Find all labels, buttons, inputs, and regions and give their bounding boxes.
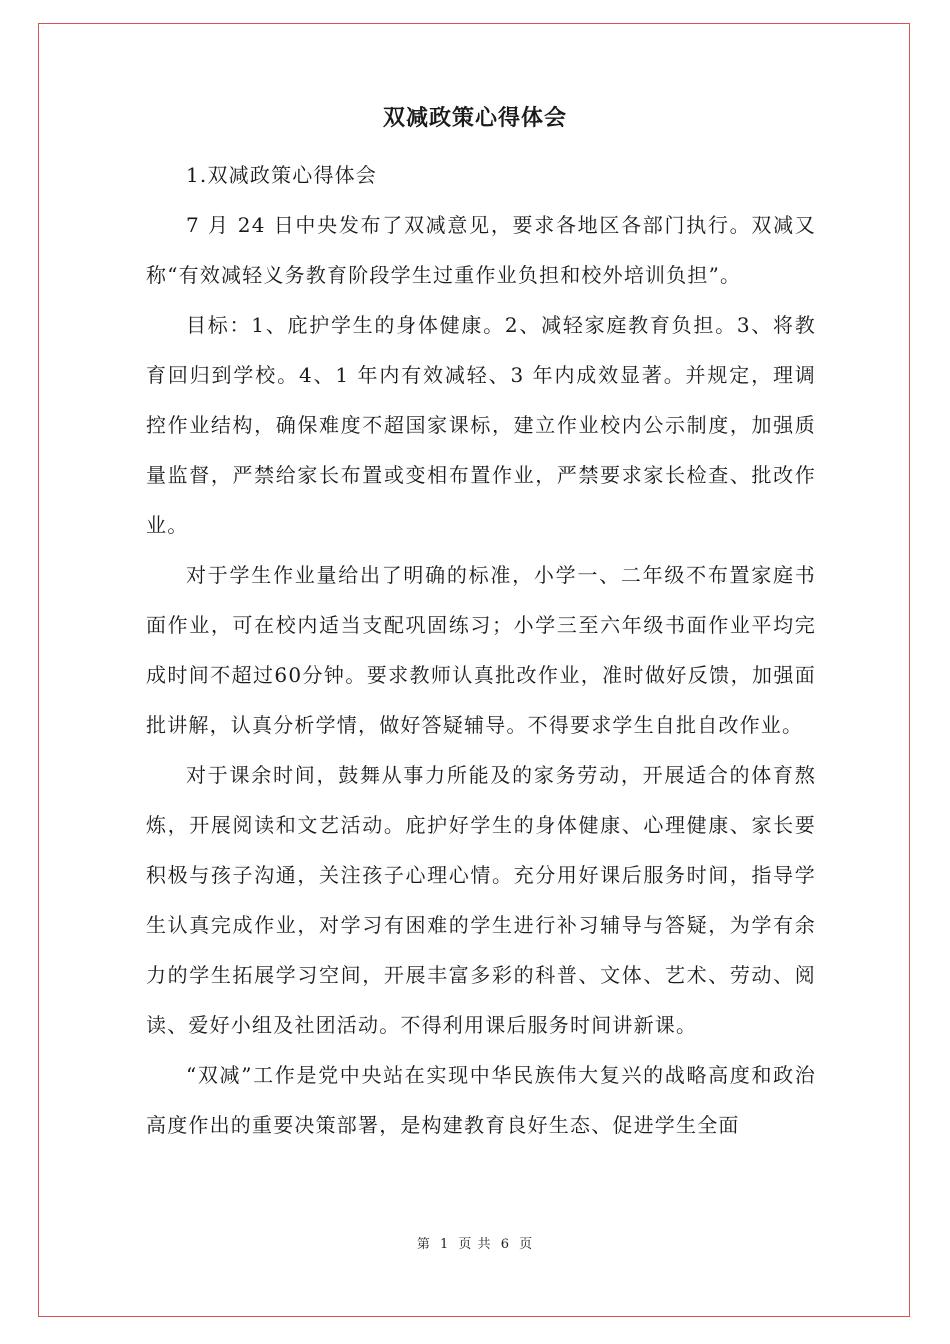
paragraph: 目标：1、庇护学生的身体健康。2、减轻家庭教育负担。3、将教育回归到学校。4、1 年内有效减轻、3 年内成效显著。并规定，理调控作业结构，确保难度不超国家课标，建立作业校内公示制度，加强质量监督，严禁给家长布置或变相布置作业，严禁要求家长检查、批改作业。 bbox=[146, 313, 816, 537]
document-body bbox=[146, 150, 816, 1150]
paragraph: 对于学生作业量给出了明确的标准，小学一、二年级不布置家庭书面作业，可在校内适当支配巩固练习；小学三至六年级书面作业平均完成时间不超过60分钟。要求教师认真批改作业，准时做好反馈，加强面批讲解，认真分析学情，做好答疑辅导。不得要求学生自批自改作业。 bbox=[146, 563, 816, 737]
footer-page-number: 1 bbox=[440, 1237, 450, 1252]
footer-middle: 页 共 bbox=[458, 1237, 492, 1252]
footer-total-pages: 6 bbox=[500, 1237, 510, 1252]
footer-prefix: 第 bbox=[416, 1237, 431, 1252]
page-footer bbox=[0, 1233, 950, 1252]
paragraph: 对于课余时间，鼓舞从事力所能及的家务劳动，开展适合的体育熬炼，开展阅读和文艺活动。庇护好学生的身体健康、心理健康、家长要积极与孩子沟通，关注孩子心理心情。充分用好课后服务时间，指导学生认真完成作业，对学习有困难的学生进行补习辅导与答疑，为学有余力的学生拓展学习空间，开展丰富多彩的科普、文体、艺术、劳动、阅读、爱好小组及社团活动。不得利用课后服务时间讲新课。 bbox=[146, 763, 816, 1037]
paragraph-heading: 1.双减政策心得体会 bbox=[186, 163, 378, 187]
document-title: 双减政策心得体会 bbox=[382, 105, 567, 131]
paragraph: 7 月 24 日中央发布了双减意见，要求各地区各部门执行。双减又称“有效减轻义务教育阶段学生过重作业负担和校外培训负担”。 bbox=[146, 213, 816, 287]
footer-suffix: 页 bbox=[519, 1237, 534, 1252]
paragraph: “双减”工作是党中央站在实现中华民族伟大复兴的战略高度和政治高度作出的重要决策部署，是构建教育良好生态、促进学生全面 bbox=[146, 1063, 816, 1137]
